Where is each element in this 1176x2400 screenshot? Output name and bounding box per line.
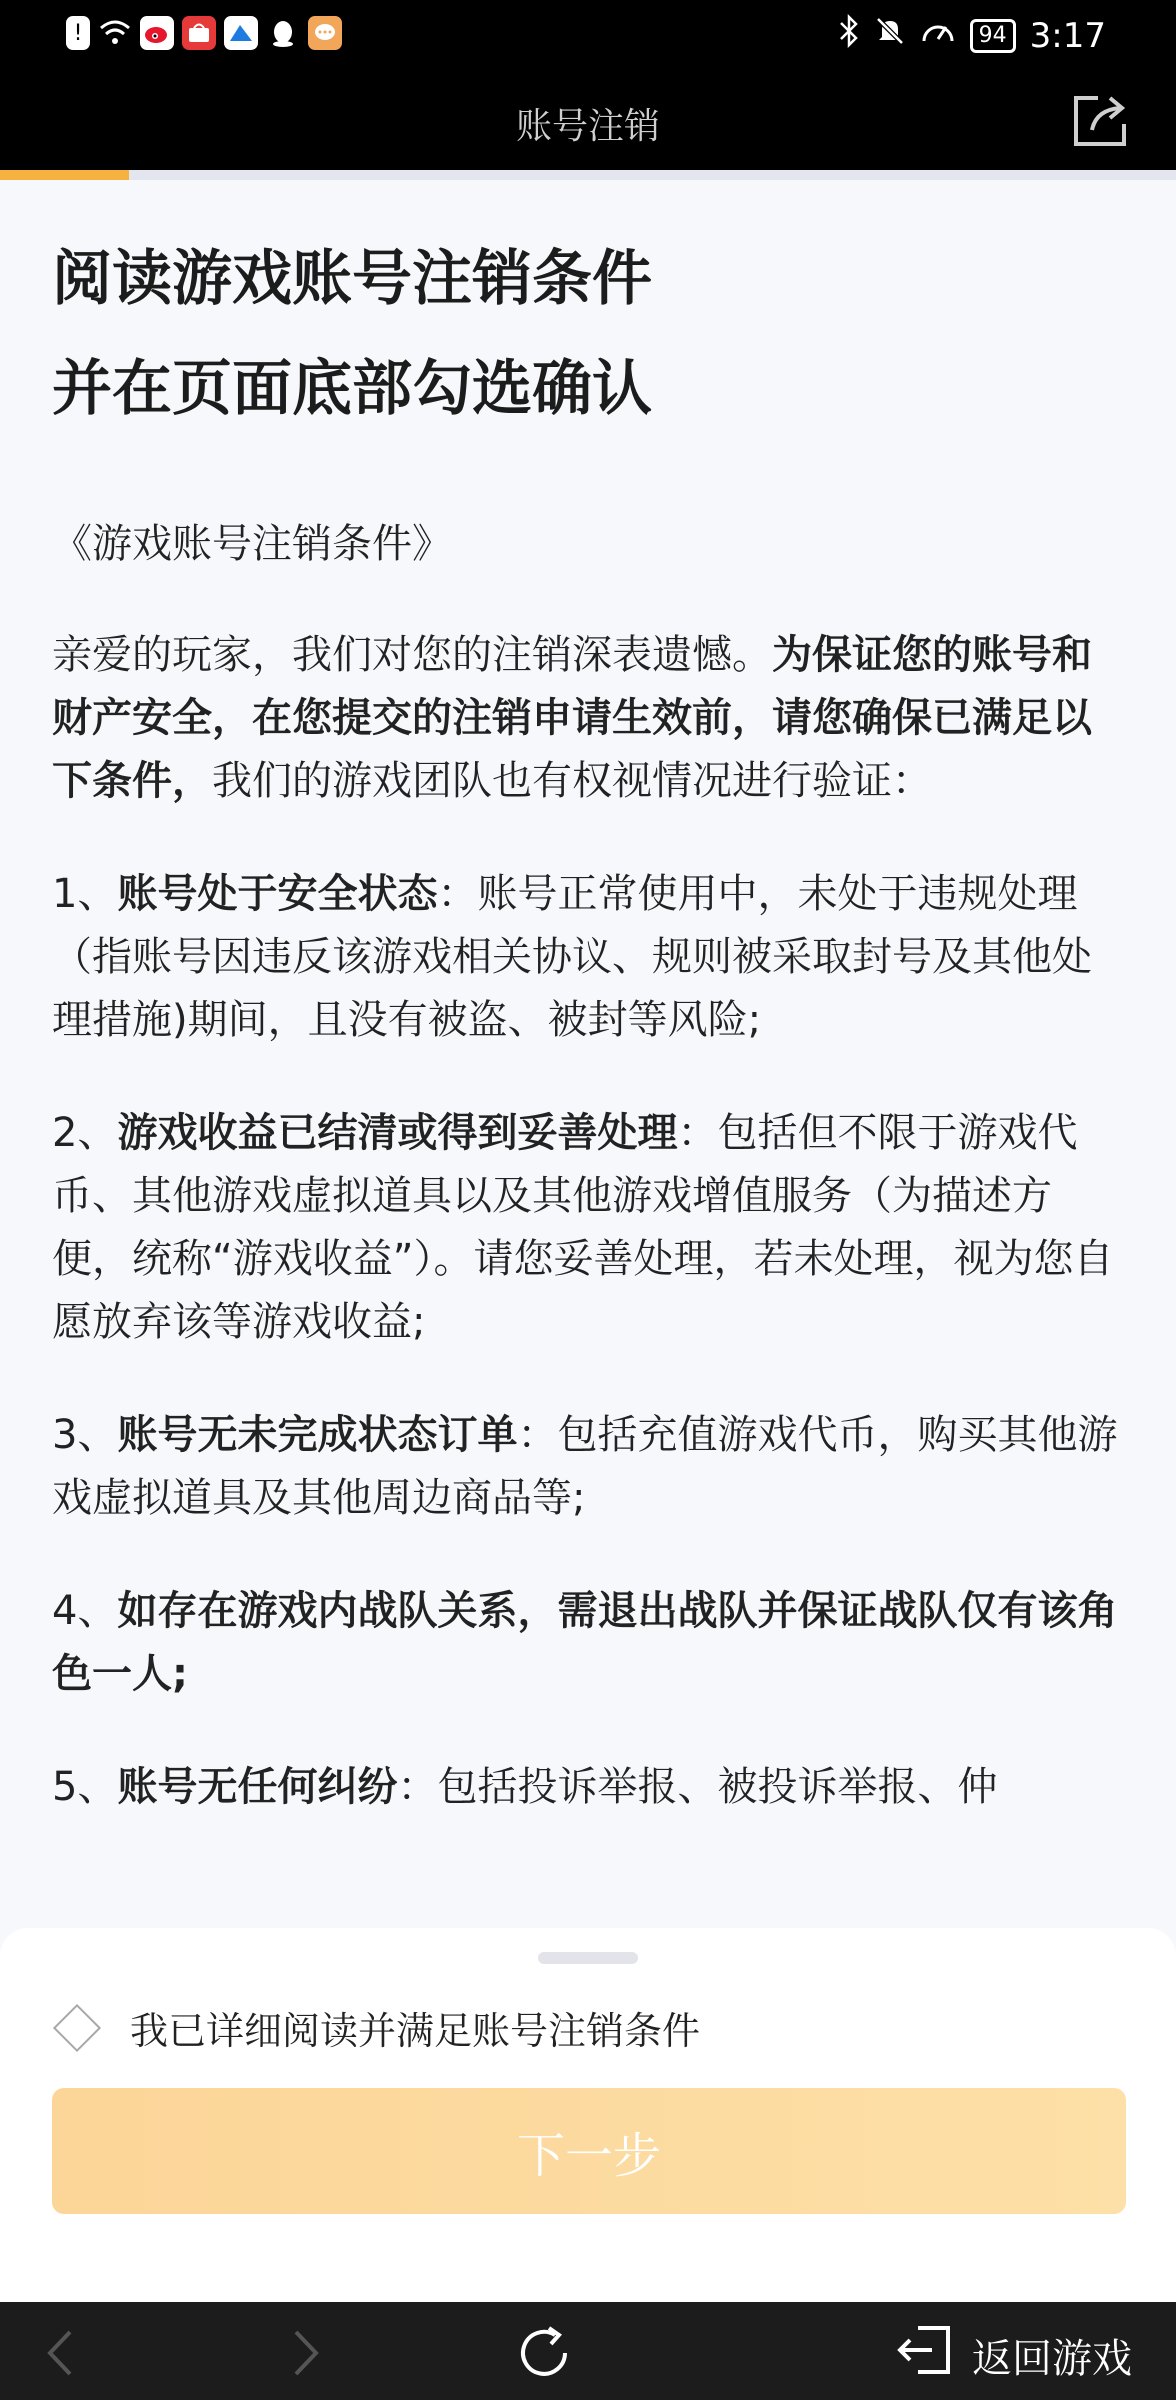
drag-handle[interactable]	[538, 1952, 638, 1964]
item-bold: 账号处于安全状态	[117, 871, 438, 917]
condition-item	[52, 1102, 1124, 1354]
back-to-game-label: 返回游戏	[972, 2335, 1132, 2382]
bottom-panel	[0, 1928, 1176, 2302]
item-text: ：账号正常使用中，未处于违规处理（指账号因违反该游戏相关协议、规则被采取封号及其他处理措施)期间，且没有被盗、被封等风险;	[52, 871, 1092, 1043]
speed-icon	[920, 15, 956, 56]
next-step-button[interactable]: 下一步	[52, 2088, 1126, 2214]
back-to-game-button[interactable]	[894, 2322, 1132, 2388]
condition-item	[52, 1580, 1124, 1706]
heading-line-1: 阅读游戏账号注销条件	[52, 244, 652, 314]
browser-nav-bar	[0, 2302, 1176, 2400]
title-bar	[0, 72, 1176, 170]
intro-text-1: 亲爱的玩家，我们对您的注销深表遗憾。	[52, 632, 772, 678]
refresh-icon[interactable]	[509, 2318, 579, 2388]
page-heading	[52, 224, 1124, 444]
page-title: 账号注销	[515, 106, 660, 147]
intro-paragraph	[52, 624, 1124, 813]
exit-icon	[894, 2322, 954, 2388]
notification-icons	[66, 16, 342, 50]
alert-icon: !	[66, 16, 90, 50]
agree-checkbox-row[interactable]	[50, 2000, 700, 2055]
item-number: 4、	[52, 1588, 118, 1634]
item-number: 1、	[52, 871, 118, 917]
content-area[interactable]	[52, 180, 1124, 1930]
forward-arrow-icon[interactable]	[268, 2318, 338, 2388]
item-number: 2、	[52, 1110, 118, 1156]
wifi-icon	[98, 16, 132, 50]
status-bar	[0, 0, 1176, 72]
qq-icon	[266, 16, 300, 50]
item-text: ：包括但不限于游戏代币、其他游戏虚拟道具以及其他游戏增值服务（为描述方便，统称“游戏收益”）。请您妥善处理，若未处理，视为您自愿放弃该等游戏收益;	[52, 1110, 1114, 1345]
item-number: 5、	[52, 1764, 118, 1810]
back-arrow-icon[interactable]	[28, 2318, 98, 2388]
item-text: ：包括投诉举报、被投诉举报、仲	[397, 1764, 998, 1810]
progress-fill	[0, 170, 129, 180]
item-number: 3、	[52, 1412, 118, 1458]
item-text: ：包括充值游戏代币，购买其他游戏虚拟道具及其他周边商品等;	[52, 1412, 1118, 1521]
item-bold: 如存在游戏内战队关系，需退出战队并保证战队仅有该角色一人;	[52, 1588, 1118, 1697]
huawei-store-icon	[182, 16, 216, 50]
share-icon[interactable]	[1070, 90, 1130, 150]
weibo-icon	[140, 16, 174, 50]
agree-checkbox[interactable]	[53, 2003, 101, 2051]
condition-item	[52, 1404, 1124, 1530]
app-icon	[224, 16, 258, 50]
condition-item	[52, 863, 1124, 1052]
item-bold: 账号无未完成状态订单	[117, 1412, 518, 1458]
clock: 3:17	[1029, 15, 1106, 56]
mute-icon	[874, 15, 906, 56]
heading-line-2: 并在页面底部勾选确认	[52, 354, 652, 424]
condition-item	[52, 1756, 1124, 1819]
intro-text-2: 我们的游戏团队也有权视情况进行验证：	[212, 758, 932, 804]
message-icon	[308, 16, 342, 50]
intro-bold: 为保证您的账号和财产安全，在您提交的注销申请生效前，请您确保已满足以下条件，	[52, 632, 1092, 804]
bluetooth-icon	[838, 14, 860, 57]
item-bold: 游戏收益已结清或得到妥善处理	[117, 1110, 678, 1156]
reading-progress-bar	[0, 170, 1176, 180]
agree-label: 我已详细阅读并满足账号注销条件	[130, 2009, 701, 2053]
system-icons	[838, 14, 1106, 57]
battery-indicator: 94	[970, 19, 1016, 53]
item-bold: 账号无任何纠纷	[117, 1764, 398, 1810]
document-title: 《游戏账号注销条件》	[52, 521, 452, 567]
